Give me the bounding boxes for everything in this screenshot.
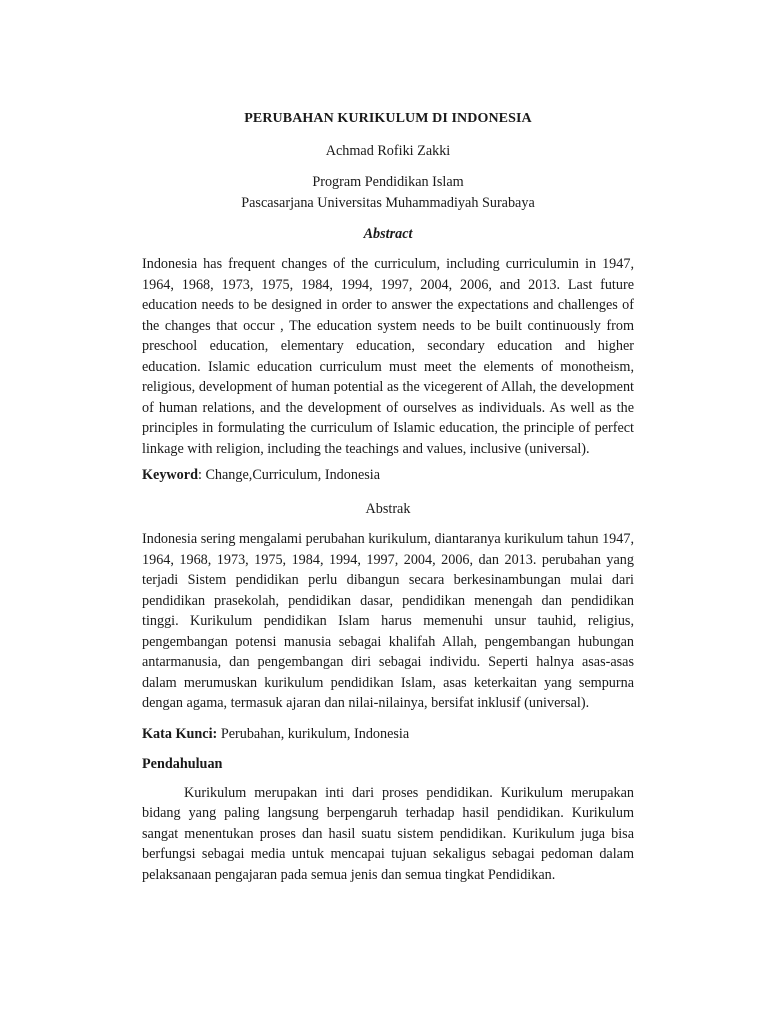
affiliation-institution: Pascasarjana Universitas Muhammadiyah Surabaya: [241, 194, 535, 211]
abstrak-body: Indonesia sering mengalami perubahan kurikulum, diantaranya kurikulum tahun 1947, 1964, 1968, 1973, 1975, 1984, 1994, 1997, 2004, 2006, dan 2013. perubahan yang terjadi Sistem pendidikan perlu dibangun secara berkesinambungan mulai dari pendidikan prasekolah, pendidikan dasar, pendidikan menengah dan pendidikan tinggi. Kurikulum pendidikan Islam harus memenuhi unsur tauhid, religius, pengembangan potensi manusia sebagai khalifah Allah, pengembangan hubungan antarmanusia, dan pengembangan diri sebagai individu. Seperti halnya asas-asas dalam merumuskan kurikulum pendidikan Islam, asas keterkaitan yang sempurna dengan agama, termasuk ajaran dan nilai-nilainya, bersifat inklusif (universal).: [142, 531, 634, 711]
keyword-values: : Change,Curriculum, Indonesia: [197, 467, 381, 483]
abstrak-heading: Abstrak: [365, 501, 411, 517]
affiliation-program: Program Pendidikan Islam: [312, 174, 464, 190]
author-name: Achmad Rofiki Zakki: [325, 143, 451, 159]
abstrak-keywords: [142, 724, 634, 744]
abstract-heading: Abstract: [363, 226, 413, 242]
kata-kunci-values: Perubahan, kurikulum, Indonesia: [217, 725, 410, 742]
section-heading-introduction: Pendahuluan: [142, 755, 223, 772]
paper-title: PERUBAHAN KURIKULUM DI INDONESIA: [244, 111, 532, 126]
affiliation: [142, 172, 634, 213]
keyword-label: Keyword: [142, 467, 198, 483]
abstract-keywords: [142, 465, 634, 485]
page-content: [142, 109, 634, 885]
kata-kunci-label: Kata Kunci:: [142, 725, 218, 742]
abstract-body: Indonesia has frequent changes of the curriculum, including curriculumin in 1947, 1964, 1968, 1973, 1975, 1984, 1994, 1997, 2004, 2006, and 2013. Last future education needs to be designed in order to answer the expectations and challenges of the changes that occur , The education system needs to be built continuously from preschool education, elementary education, secondary education and higher education. Islamic education curriculum must meet the elements of monotheism, religious, development of human potential as the vicegerent of Allah, the development of human relations, and the development of ourselves as individuals. As well as the principles in formulating the curriculum of Islamic education, the principle of perfect linkage with religion, including the teachings and values, inclusive (universal).: [142, 256, 634, 457]
introduction-body: Kurikulum merupakan inti dari proses pendidikan. Kurikulum merupakan bidang yang paling langsung berpengaruh terhadap hasil pendidikan. Kurikulum sangat menentukan proses dan hasil suatu sistem pendidikan. Kurikulum juga bisa berfungsi sebagai media untuk mencapai tujuan sekaligus sebagai pedoman dalam pelaksanaan pengajaran pada semua jenis dan semua tingkat Pendidikan.: [142, 784, 634, 883]
